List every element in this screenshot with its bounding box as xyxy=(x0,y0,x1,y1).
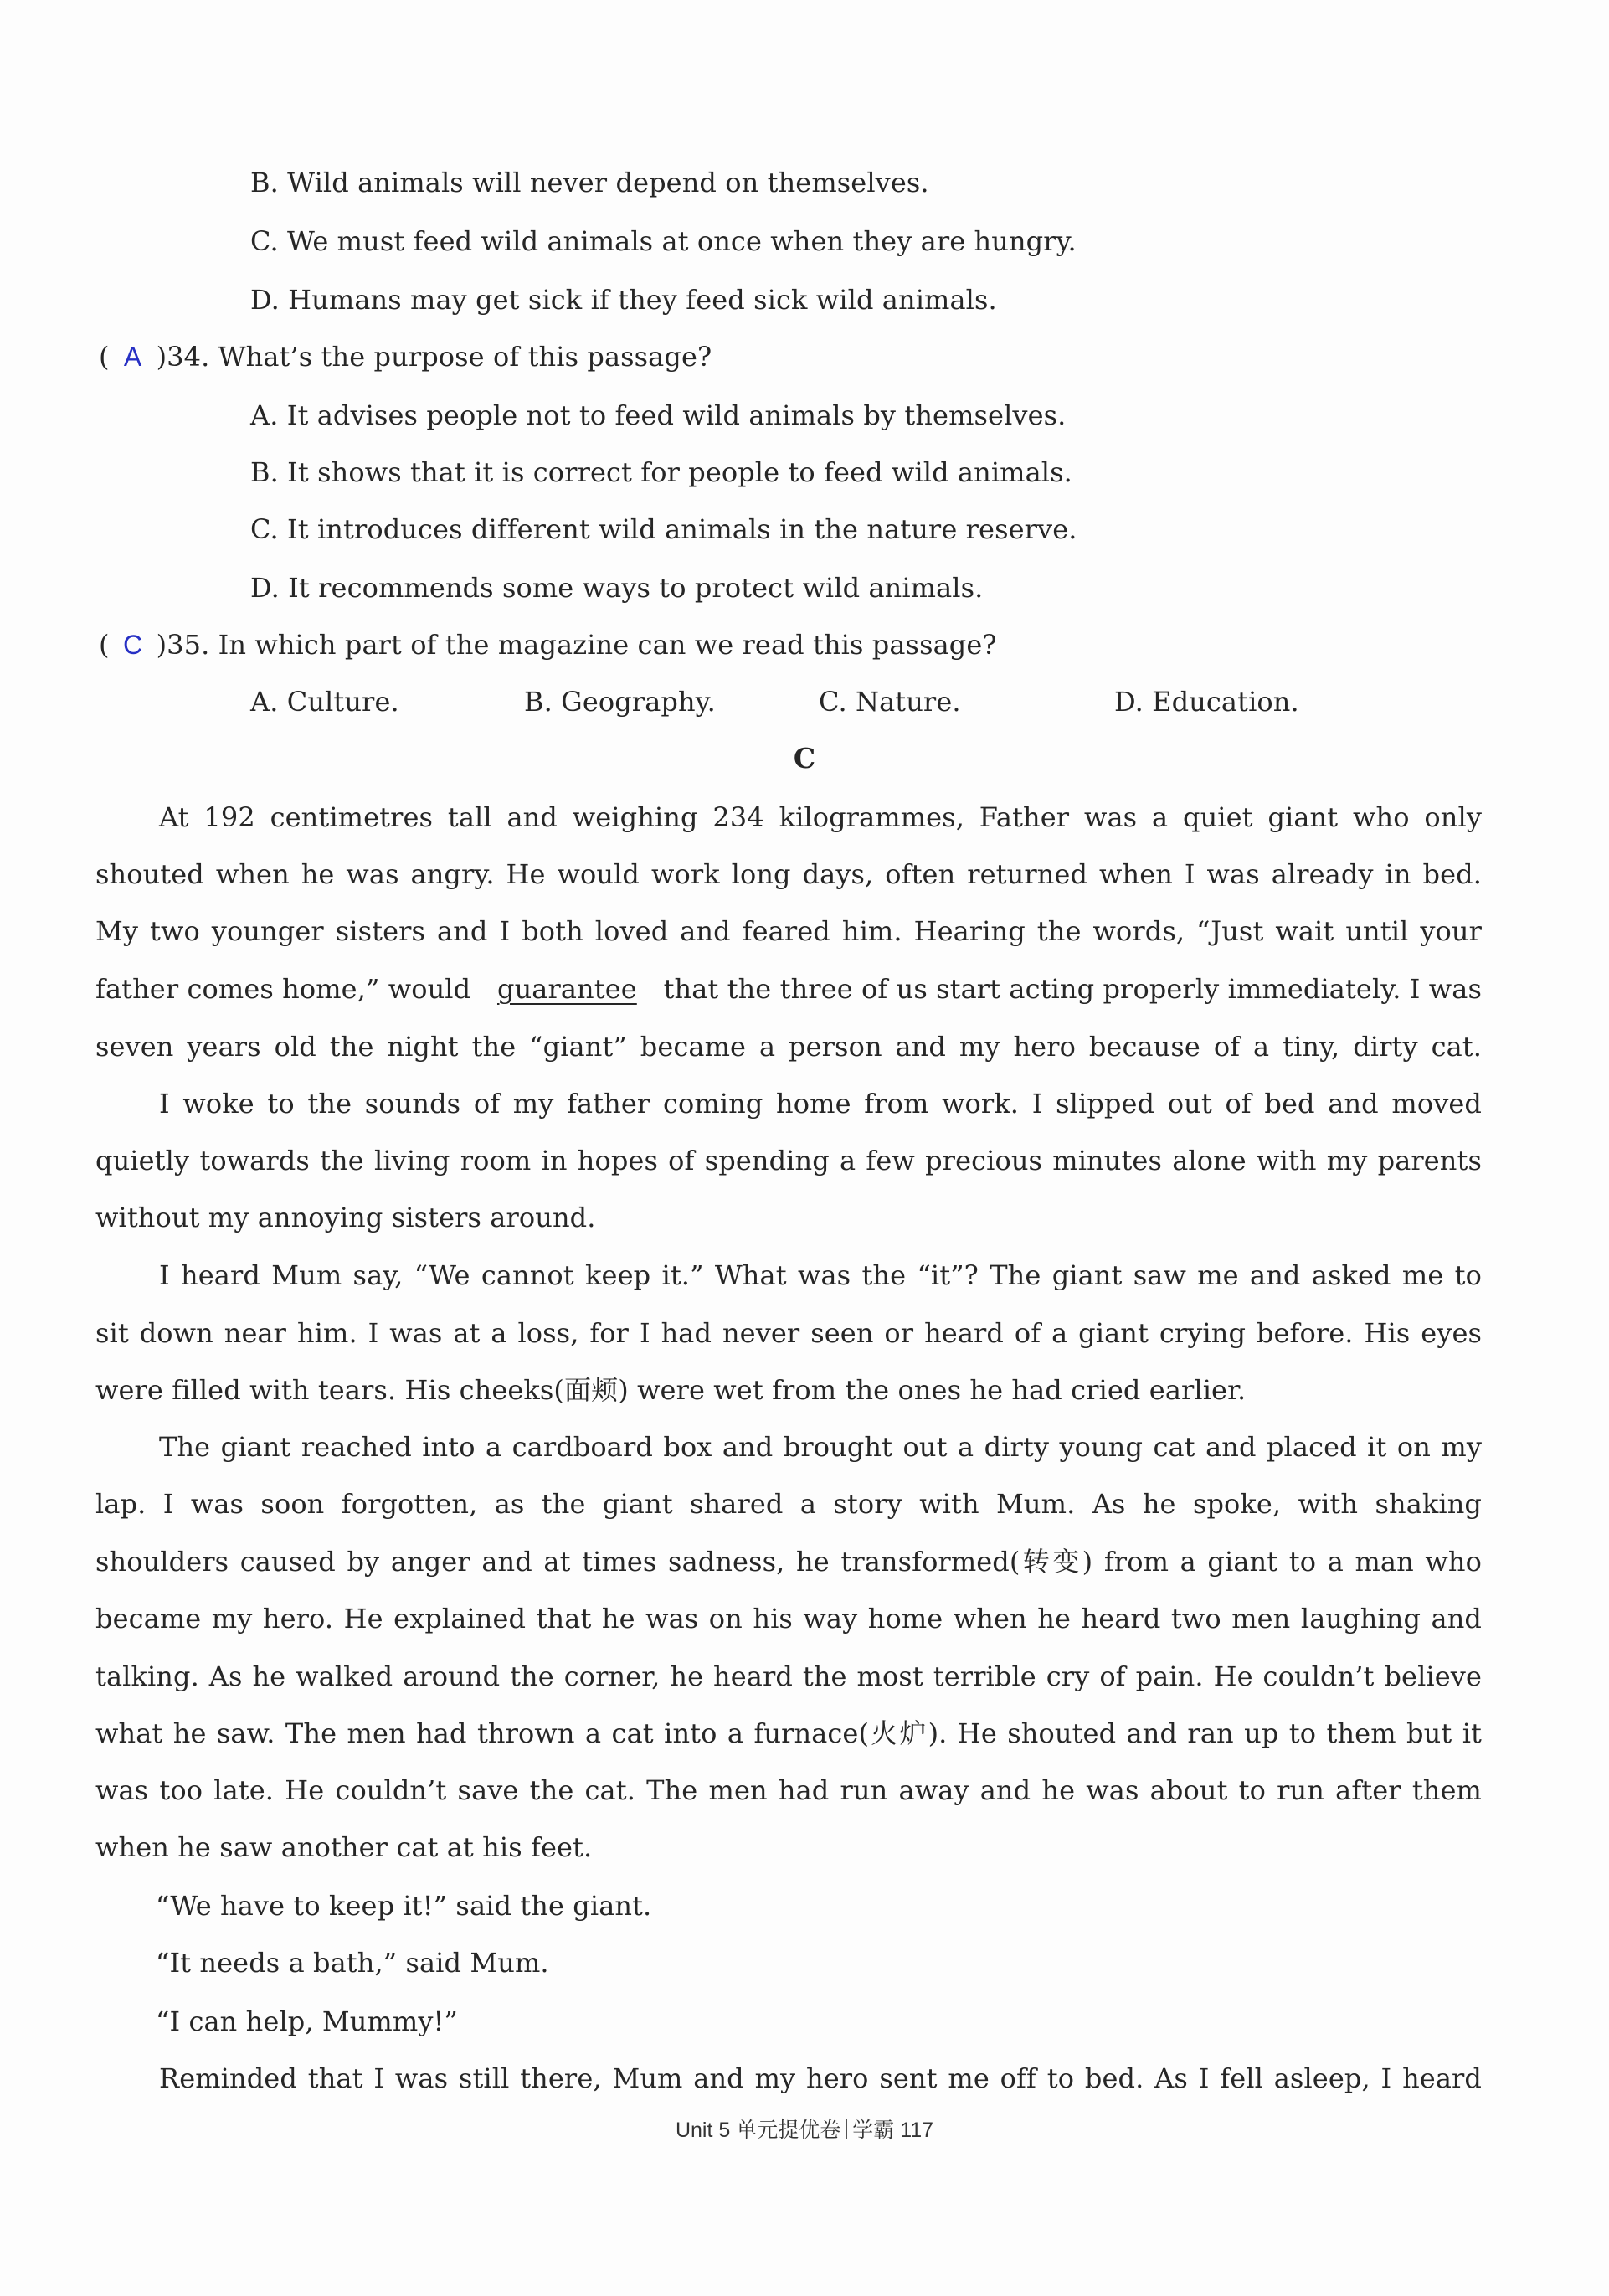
passage-line: were filled with tears. His cheeks(面颊) were wet from the ones he had cried earlier. xyxy=(95,1374,1247,1406)
dialogue-line: “I can help, Mummy!” xyxy=(156,2005,458,2037)
passage-line: seven years old the night the “giant” became a person and my hero because of a tiny, dirty cat. xyxy=(95,1031,1482,1063)
passage-text: that the three of us start acting properly immediately. I was xyxy=(663,973,1482,1005)
section-title: C xyxy=(793,742,816,775)
footer-brand: 学霸 xyxy=(852,2118,895,2142)
dialogue-line: “We have to keep it!” said the giant. xyxy=(156,1890,652,1922)
page-footer xyxy=(0,2113,1609,2144)
passage-line: shouted when he was angry. He would work long days, often returned when I was already in bed. xyxy=(95,858,1482,890)
page-number: 117 xyxy=(900,2118,934,2142)
passage-line: At 192 centimetres tall and weighing 234 kilogrammes, Father was a quiet giant who only xyxy=(159,801,1482,833)
q33-option-b: B. Wild animals will never depend on themselves. xyxy=(250,167,929,198)
q35-stem-line: ( C )35. In which part of the magazine can we read this passage? xyxy=(99,626,997,663)
passage-line: I woke to the sounds of my father coming home from work. I slipped out of bed and moved xyxy=(159,1088,1482,1120)
q34-option-a: A. It advises people not to feed wild animals by themselves. xyxy=(250,399,1067,431)
passage-line: when he saw another cat at his feet. xyxy=(95,1831,593,1863)
q35-option-b: B. Geography. xyxy=(524,686,716,718)
dialogue-line: “It needs a bath,” said Mum. xyxy=(156,1947,549,1979)
underlined-word: guarantee xyxy=(496,973,637,1005)
q34-stem-line: ( A )34. What’s the purpose of this passage? xyxy=(99,338,712,375)
passage-line xyxy=(95,970,1482,1007)
passage-line: The giant reached into a cardboard box and brought out a dirty young cat and placed it on my xyxy=(159,1431,1482,1463)
q35-option-c: C. Nature. xyxy=(819,686,961,718)
q35-stem: )35. In which part of the magazine can we read this passage? xyxy=(156,629,997,661)
passage-text: father comes home,” would xyxy=(95,973,471,1005)
q34-option-d: D. It recommends some ways to protect wild animals. xyxy=(250,572,984,604)
passage-line: quietly towards the living room in hopes of spending a few precious minutes alone with my parents xyxy=(95,1145,1482,1176)
passage-line: without my annoying sisters around. xyxy=(95,1202,596,1233)
passage-line: Reminded that I was still there, Mum and my hero sent me off to bed. As I fell asleep, I heard xyxy=(159,2062,1482,2094)
footer-unit: Unit 5 单元提优卷 xyxy=(675,2118,841,2142)
passage-line: what he saw. The men had thrown a cat into a furnace(火炉). He shouted and ran up to them but it xyxy=(95,1717,1482,1749)
q35-answer: C xyxy=(122,630,143,660)
passage-line: lap. I was soon forgotten, as the giant shared a story with Mum. As he spoke, with shaking xyxy=(95,1488,1482,1520)
q35-option-a: A. Culture. xyxy=(250,686,399,718)
q34-stem: )34. What’s the purpose of this passage? xyxy=(156,341,712,373)
passage-line: talking. As he walked around the corner, he heard the most terrible cry of pain. He couldn’t believe xyxy=(95,1660,1482,1692)
passage-line: was too late. He couldn’t save the cat. The men had run away and he was about to run after them xyxy=(95,1774,1482,1806)
q33-option-c: C. We must feed wild animals at once when they are hungry. xyxy=(250,225,1077,257)
passage-line: My two younger sisters and I both loved and feared him. Hearing the words, “Just wait until your xyxy=(95,915,1482,947)
passage-line: shoulders caused by anger and at times sadness, he transformed(转变) from a giant to a man who xyxy=(95,1546,1482,1578)
q33-option-d: D. Humans may get sick if they feed sick wild animals. xyxy=(250,284,997,316)
passage-line: I heard Mum say, “We cannot keep it.” What was the “it”? The giant saw me and asked me to xyxy=(159,1259,1482,1291)
passage-line: sit down near him. I was at a loss, for I had never seen or heard of a giant crying before. His eyes xyxy=(95,1317,1482,1349)
q34-option-c: C. It introduces different wild animals in the nature reserve. xyxy=(250,513,1077,545)
q34-answer: A xyxy=(123,342,142,372)
passage-line: became my hero. He explained that he was on his way home when he heard two men laughing and xyxy=(95,1603,1482,1634)
q34-option-b: B. It shows that it is correct for people to feed wild animals. xyxy=(250,456,1072,488)
q35-option-d: D. Education. xyxy=(1114,686,1299,718)
footer-divider xyxy=(846,2119,847,2139)
